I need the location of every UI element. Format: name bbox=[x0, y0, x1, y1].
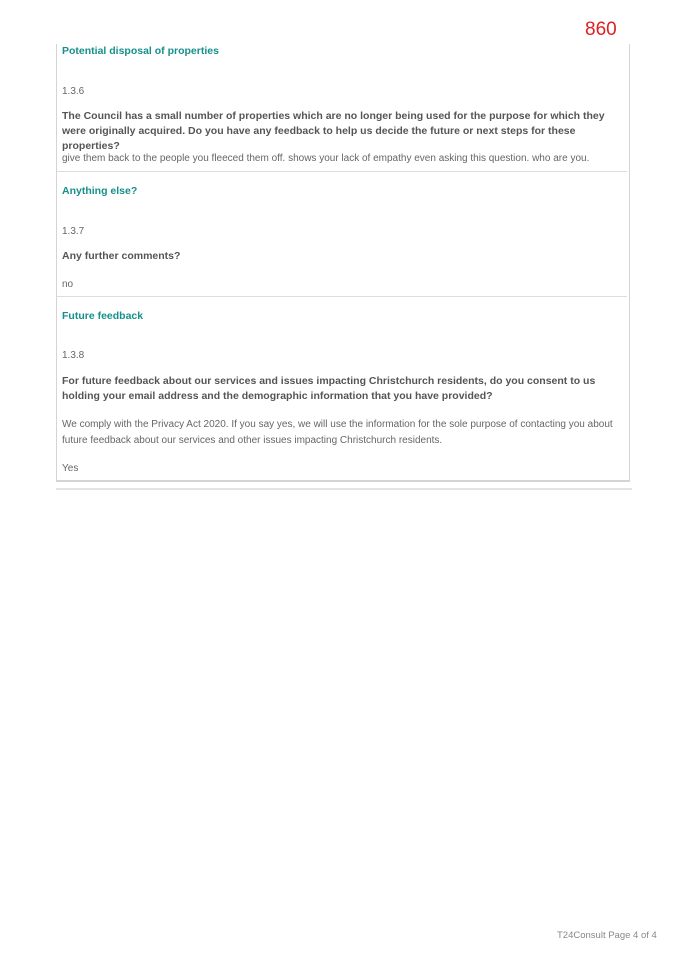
section-heading-disposal: Potential disposal of properties bbox=[62, 45, 219, 57]
section-heading-anything-else: Anything else? bbox=[62, 185, 138, 197]
question-number: 1.3.6 bbox=[62, 86, 85, 97]
question-text: For future feedback about our services and issues impacting Christchurch residents, do you consent to us holding your email address and the demographic information that you have provided? bbox=[62, 375, 596, 402]
footer-page-info: T24Consult Page 4 of 4 bbox=[557, 930, 657, 941]
section-heading-future-feedback: Future feedback bbox=[62, 310, 144, 322]
section-divider bbox=[57, 296, 627, 297]
question-text: The Council has a small number of properties which are no longer being used for the purpose for which they were originally acquired. Do you have any feedback to help us decide the future or next steps for these properties? bbox=[62, 110, 605, 152]
answer-text: no bbox=[62, 279, 74, 290]
question-text: Any further comments? bbox=[62, 250, 181, 262]
page-number: 860 bbox=[585, 19, 617, 40]
answer-text: Yes bbox=[62, 463, 79, 474]
answer-text: give them back to the people you fleeced them off. shows your lack of empathy even asking this question. who are you. bbox=[62, 153, 590, 164]
question-number: 1.3.7 bbox=[62, 226, 85, 237]
privacy-note: We comply with the Privacy Act 2020. If you say yes, we will use the information for the sole purpose of contacting you about future feedback about our services and other issues impacting Christchurch residents. bbox=[62, 419, 613, 446]
section-divider bbox=[57, 171, 627, 172]
page-divider bbox=[56, 488, 632, 490]
question-number: 1.3.8 bbox=[62, 350, 85, 361]
